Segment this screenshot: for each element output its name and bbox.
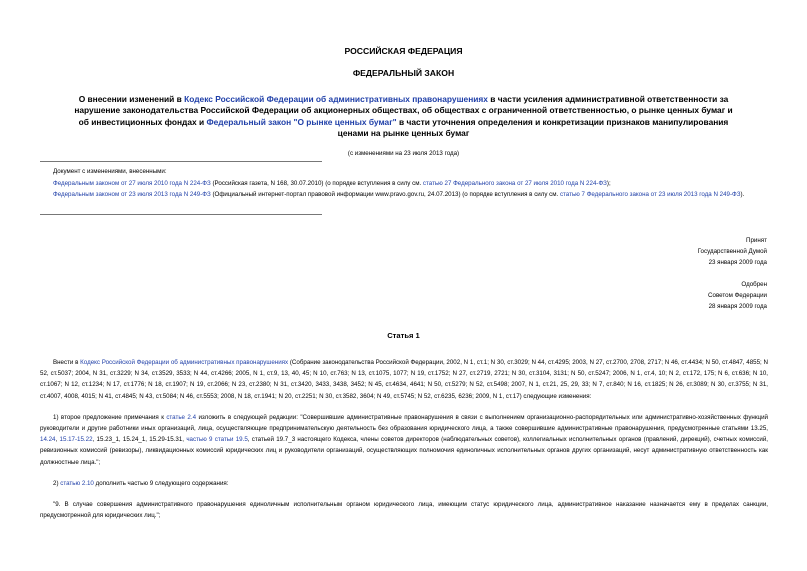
securities-law-link[interactable]: Федеральный закон "О рынке ценных бумаг" <box>206 116 397 127</box>
amendment-note: (с изменениями на 23 июля 2013 года) <box>347 150 460 157</box>
koap-link[interactable]: Кодекс Российской Федерации об административных правонарушениях <box>184 94 488 104</box>
changes-intro: Документ с изменениями, внесенными: <box>53 168 167 175</box>
article-heading: Статья 1 <box>387 331 420 340</box>
divider-top <box>40 161 322 162</box>
document-changes-info <box>40 166 780 201</box>
duma-adoption: Принят Государственной Думой 23 января 2009 года <box>697 237 767 266</box>
article-27-law-224-link[interactable]: статью 27 Федерального закона от 27 июля 2010 года N 224-ФЗ <box>422 179 607 187</box>
part-9-article-19-5-link[interactable]: частью 9 статьи 19.5 <box>186 436 248 444</box>
council-approval: Одобрен Советом Федерации 28 января 2009 года <box>708 281 767 310</box>
law-249-fz-link[interactable]: Федеральным законом от 23 июля 2013 года N 249-ФЗ <box>53 191 211 199</box>
articles-15-17-15-22-link[interactable]: 15.17-15.22 <box>59 436 93 444</box>
paragraph-2: 1) второе предложение примечания к статье 2.4 изложить в следующей редакции: "Совершившие административные правонарушения в связи с выполнением организационно-распорядительных или административно-хозяйственных функций руководители и другие работники иных организаций, лица, осуществляющие предпринимательскую деятельность без образования юридического лица, а также совершившие административные правонарушения, предусмотренные статьями 13.25, 14.24, 15.17-15.22, 15.23_1, 15.24_1, 15.29-15.31, частью 9 статьи 19.5, статьей 19.7_3 настоящего Кодекса, члены советов директоров (наблюдательных советов), коллегиальных исполнительных органов (правлений, дирекций), счетных комиссий, ревизионных комиссий (ревизоры), ликвидационных комиссий юридических лиц и руководители организаций, осуществляющих полномочия единоличных исполнительных органов других организаций, несут административную ответственность как должностные лица."; <box>40 413 768 466</box>
law-224-fz-link[interactable]: Федеральным законом от 27 июля 2010 года N 224-ФЗ <box>53 179 211 187</box>
article-2-4-link[interactable]: статье 2.4 <box>166 413 197 421</box>
article-body <box>40 357 768 521</box>
law-type-heading: ФЕДЕРАЛЬНЫЙ ЗАКОН <box>352 68 455 78</box>
paragraph-3: 2) статью 2.10 дополнить частью 9 следующего содержания: <box>53 479 229 487</box>
koap-link-body[interactable]: Кодекс Российской Федерации об административных правонарушениях <box>80 359 289 366</box>
law-title: О внесении изменений в Кодекс Российской Федерации об административных правонарушениях в части усиления административной ответственности за нарушение законодательства Российской Федерации об акционерных обществах, об обществах с ограниченной ответственностью, о рынке ценных бумаг и об инвестиционных фондах и Федеральный закон "О рынке ценных бумаг" в части уточнения определения и конкретизации признаков манипулирования ценами на рынке ценных бумаг <box>74 94 733 139</box>
paragraph-4: "9. В случае совершения административного правонарушения единоличным исполнительным органом юридического лица, имеющим статус юридического лица, административное наказание назначается ему в пределах санкции, предусмотренной для юридических лиц."; <box>40 501 768 520</box>
change-entry-2: Федеральным законом от 23 июля 2013 года N 249-ФЗ (Официальный интернет-портал правовой информации www.pravo.gov.ru, 24.07.2013) (о порядке вступления в силу см. статью 7 Федерального закона от 23 июля 2013 года N 249-ФЗ). <box>53 191 745 199</box>
change-entry-1: Федеральным законом от 27 июля 2010 года N 224-ФЗ (Российская газета, N 168, 30.07.2010) (о порядке вступления в силу см. статью 27 Федерального закона от 27 июля 2010 года N 224-ФЗ); <box>53 179 611 187</box>
article-14-24-link[interactable]: 14.24 <box>40 436 56 444</box>
article-7-law-249-link[interactable]: статью 7 Федерального закона от 23 июля 2013 года N 249-ФЗ <box>559 191 741 199</box>
divider-bottom <box>40 214 322 215</box>
article-2-10-link[interactable]: статью 2.10 <box>60 479 94 487</box>
country-heading: РОССИЙСКАЯ ФЕДЕРАЦИЯ <box>344 46 463 56</box>
paragraph-1: Внести в Кодекс Российской Федерации об административных правонарушениях (Собрание законодательства Российской Федерации, 2002, N 1, ст.1; N 30, ст.3029; N 44, ст.4295; 2003, N 27, ст.2700, 2708, 2717; N 46, ст.4434; N 50, ст.4847, 4855; N 52, ст.5037; 2004, N 31, ст.3229; N 34, ст.3529, 3533; N 44, ст.4266; 2005, N 1, ст.9, 13, 40, 45; N 10, ст.763; N 13, ст.1075, 1077; N 19, ст.1752; N 27, ст.2719, 2721; N 30, ст.3104, 3131; N 50, ст.5247; 2006, N 1, ст.4, 10; N 2, ст.172, 175; N 6, ст.636; N 10, ст.1067; N 12, ст.1234; N 17, ст.1776; N 18, ст.1907; N 19, ст.2066; N 23, ст.2380; N 31, ст.3420, 3433, 3438, 3452; N 45, ст.4634, 4641; N 50, ст.5279; N 52, ст.5498; 2007, N 1, ст.21, 25, 29, 33; N 7, ст.840; N 16, ст.1825; N 26, ст.3089; N 30, ст.3755; N 31, ст.4007, 4008, 4015; N 41, ст.4845; N 43, ст.5084; N 46, ст.5553; 2008, N 18, ст.1941; N 20, ст.2251; N 30, ст.3582, 3604; N 49, ст.5745; N 52, ст.6235, 6236; 2009, N 1, ст.17) следующие изменения: <box>40 359 768 400</box>
